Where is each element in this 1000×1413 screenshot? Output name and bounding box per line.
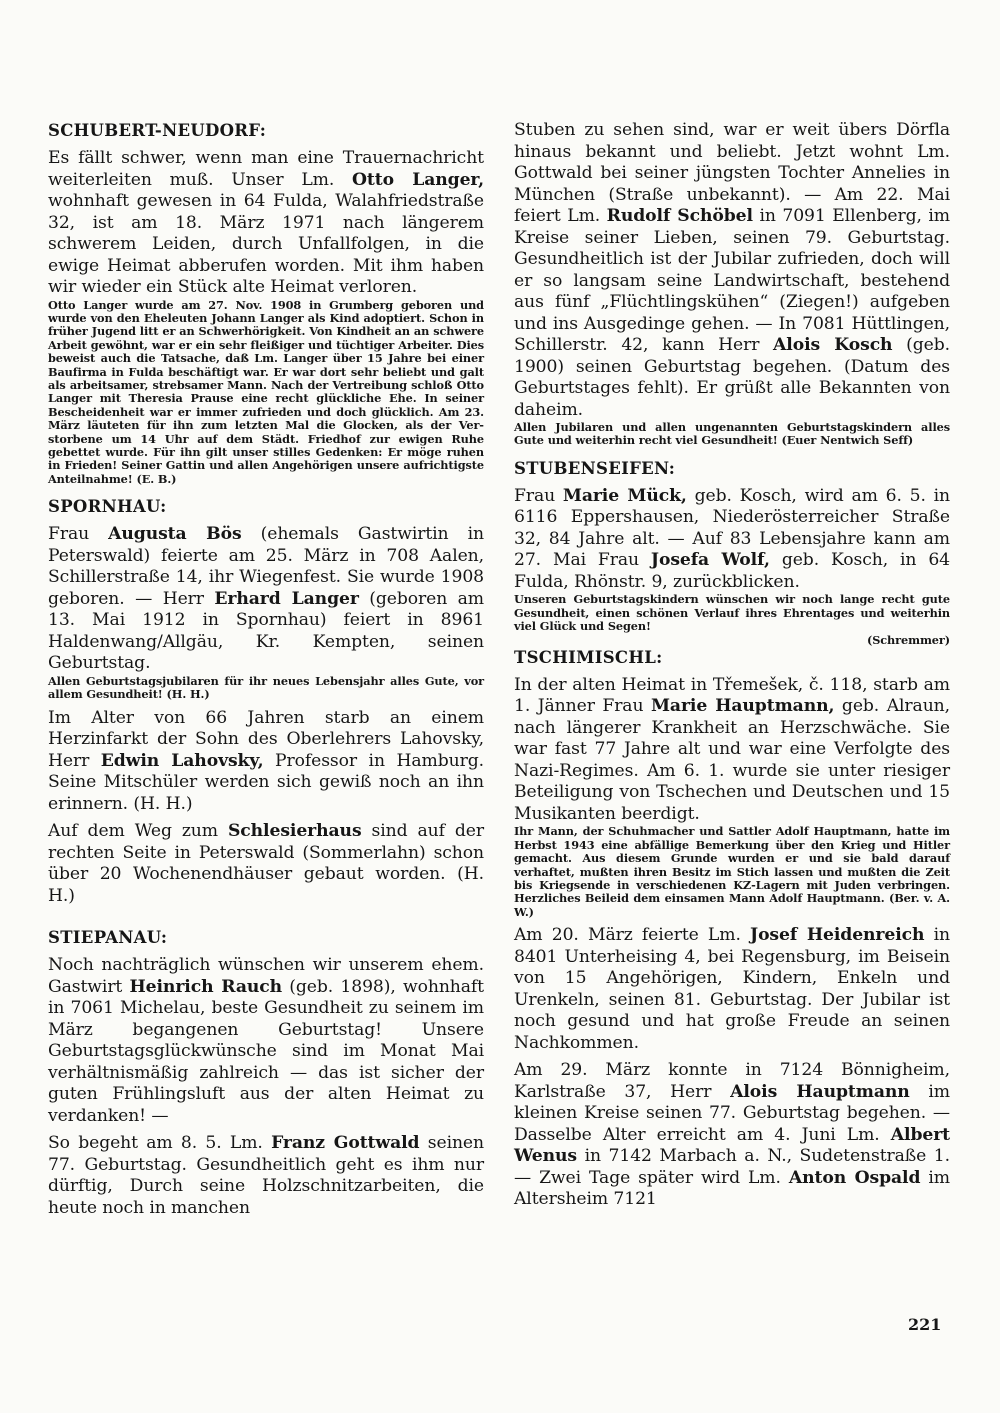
text: Noch nachträglich wünschen wir unserem ehem. Gastwirt bbox=[48, 955, 484, 997]
text: in 8401 Unterheising 4, bei Regensburg, im Beisein von 15 Angehörigen, Kindern, Enkeln und Urenkeln, seinen 81. Geburtstag. Der Jubilar ist noch gesund und hat große Freude an seinen Nachkommen. bbox=[514, 925, 950, 1053]
paragraph-heinrich-rauch bbox=[48, 955, 484, 1127]
person-name: Erhard Langer bbox=[214, 588, 359, 609]
paragraph-josef-heidenreich bbox=[514, 925, 950, 1054]
text: geb. Alraun, nach längerer Krankheit an Herzschwäche. Sie war fast 77 Jahre alt und war eine Verfolgte des Nazi-Regimes. Am 6. 1. wurde sie unter riesiger Beteiligung von Tschechen und Deutschen und 15 Musikanten beerdigt. bbox=[514, 696, 950, 824]
paragraph-birthdays-spornhau bbox=[48, 524, 484, 675]
left-column bbox=[48, 120, 484, 1219]
person-name: Alois Hauptmann bbox=[730, 1081, 910, 1102]
text: in 7142 Marbach a. N., Sudetenstraße 1. — Zwei Tage später wird Lm. bbox=[514, 1146, 950, 1188]
person-name: Marie Hauptmann, bbox=[650, 696, 835, 717]
text: (geb. 1898), wohnhaft in 7061 Michelau, beste Gesundheit zu seinem im März begangenen Geburtstag! Unsere Geburtstagsglückwünsche sind im Monat Mai verhältnismäßig zahlreich — das ist sicher der guten Frühlingsluft aus der alten Heimat zu verdanken! — bbox=[48, 976, 484, 1126]
text: sind auf der rechten Seite in Peterswald (Sommerlahn) schon über 20 Wochenendhäuser gebaut worden. (H. H.) bbox=[48, 821, 484, 906]
section-heading-stiepanau: STIEPANAU: bbox=[48, 928, 168, 947]
section-heading-schubert-neudorf: SCHUBERT-NEUDORF: bbox=[48, 121, 267, 140]
paragraph-continuation bbox=[514, 120, 950, 421]
paragraph-alois-hauptmann bbox=[514, 1060, 950, 1211]
person-name: Otto Langer, bbox=[352, 169, 485, 190]
right-column bbox=[514, 120, 950, 1211]
paragraph-marie-mueck bbox=[514, 486, 950, 594]
person-name: Rudolf Schöbel bbox=[606, 206, 753, 226]
text: Am 29. März konnte in 7124 Bönnigheim, Karlstraße 37, Herr bbox=[514, 1060, 950, 1102]
person-name: Marie Mück, bbox=[562, 485, 687, 506]
text: (geb. 1900) seinen Geburtstag begehen. (Datum des Geburtstages fehlt). Er grüßt alle Bekannten von daheim. bbox=[514, 335, 950, 420]
person-name: Edwin Lahovsky, bbox=[100, 750, 264, 771]
person-name: Augusta Bös bbox=[108, 524, 242, 545]
text: In der alten Heimat in Třemešek, č. 118, starb am 1. Jänner Frau bbox=[514, 674, 950, 717]
person-name: Franz Gottwald bbox=[271, 1133, 420, 1153]
paragraph-edwin-lahovsky bbox=[48, 708, 484, 816]
text: geb. Kosch, wird am 6. 5. in 6116 Eppershausen, Niederösterreicher Straße 32, 84 Jahre alt. — Auf 83 Lebensjahre kann am 27. Mai Frau bbox=[514, 485, 951, 571]
text: Stuben zu sehen sind, war er weit übers Dörfla hinaus bekannt und beliebt. Jetzt wohnt Lm. Gottwald bei seiner jüngsten Tochter Annelies in München (Straße unbekannt). — Am 22. Mai feiert Lm. bbox=[514, 120, 950, 226]
obituary-detail: Otto Langer wurde am 27. Nov. 1908 in Grumberg geboren und wurde von den Eheleuten Johann Langer als Kind adoptiert. Schon in früher Jugend litt er an Schwerhörigkeit. Von Kindheit an an schwere Arbeit gewöhnt, war er ein sehr fleißiger und tüchtiger Arbeiter. Dies beweist auch die Tatsache, daß Lm. Langer über 15 Jahre bei einer Baufirma in Fulda beschäftigt war. Er war dort sehr beliebt und galt als arbeitsamer, strebsamer Mann. Nach der Vertreibung schloß Otto Langer mit Theresia Prause eine recht glückliche Ehe. In seiner Bescheidenheit war er immer zufrieden und doch glücklich. Am 23. März läuteten für ihn zum letzten Mal die Glocken, als der Verstorbene um 14 Uhr auf dem Städt. Friedhof zur ewigen Ruhe gebettet wurde. Für ihn gilt unser stilles Gedenken: Er möge ruhen in Frieden! Seiner Gattin und allen Angehörigen unsere aufrichtigste Anteilnahme! (E. B.) bbox=[48, 297, 484, 486]
text: Professor in Hamburg. Seine Mitschüler werden sich gewiß noch an ihn erinnern. (H. H.) bbox=[48, 750, 484, 814]
text: wohnhaft gewesen in 64 Fulda, Walahfriedstraße 32, ist am 18. März 1971 nach längerem schwerem Leiden, durch Unfallfolgen, in die ewige Heimat abberufen worden. Mit ihm haben wir wieder ein Stück alte Heimat verloren. bbox=[48, 191, 484, 297]
text: Auf dem Weg zum bbox=[48, 821, 228, 841]
text: in 7091 Ellenberg, im Kreise seiner Lieben, seinen 79. Geburtstag. Gesundheitlich ist der Jubilar zufrieden, doch will er so langsam seine Landwirtschaft, bestehend aus fünf „Flüchtlingskühen“ (Ziegen!) aufgeben und ins Ausgedinge gehen. — In 7081 Hüttlingen, Schillerstr. 42, kann Herr bbox=[514, 206, 951, 355]
birthday-wishes: Unseren Geburtstagskindern wünschen wir noch lange recht gute Gesundheit, einen schönen Verlauf ihres Ehrentages und weiterhin viel Glück und Segen! bbox=[514, 592, 950, 634]
birthday-greeting: Allen Geburtstagsjubilaren für ihr neues Lebensjahr alles Gute, vor allem Gesundheit! (H. H.) bbox=[48, 673, 484, 702]
paragraph-franz-gottwald bbox=[48, 1133, 484, 1219]
text: Am 20. März feierte Lm. bbox=[514, 925, 751, 946]
person-name: Josefa Wolf, bbox=[650, 550, 770, 571]
text: (geboren am 13. Mai 1912 in Spornhau) feiert in 8961 Haldenwang/Allgäu, Kr. Kempten, seinen Geburtstag. bbox=[48, 588, 485, 674]
text: im kleinen Kreise seinen 77. Geburtstag begehen. — Dasselbe Alter erreicht am 4. Juni Lm. bbox=[514, 1081, 950, 1145]
section-heading-tschimischl: TSCHIMISCHL: bbox=[514, 647, 663, 667]
section-heading-spornhau: SPORNHAU: bbox=[48, 497, 167, 517]
text: Im Alter von 66 Jahren starb an einem Herzinfarkt der Sohn des Oberlehrers Lahovsky, Herr bbox=[48, 707, 484, 771]
paragraph-schlesierhaus bbox=[48, 821, 484, 907]
paragraph-otto-langer bbox=[48, 148, 484, 299]
person-name: Alois Kosch bbox=[773, 335, 893, 355]
text: (ehemals Gastwirtin in Peterswald) feierte am 25. März in 708 Aalen, Schillerstraße 14, ihr Wiegenfest. Sie wurde 1908 geboren. — Herr bbox=[48, 524, 484, 609]
person-name: Anton Ospald bbox=[788, 1167, 921, 1188]
jubilee-greeting: Allen Jubilaren und allen ungenannten Geburtstagskindern alles Gute und weiterhin recht viel Gesundheit! (Euer Nentwich Seff) bbox=[514, 420, 950, 448]
text: Frau bbox=[514, 485, 563, 506]
text: Frau bbox=[48, 524, 109, 545]
person-name: Heinrich Rauch bbox=[129, 976, 283, 997]
page-number: 221 bbox=[908, 1315, 942, 1334]
signature: (Schremmer) bbox=[866, 632, 950, 647]
text: geb. Kosch, in 64 Fulda, Rhönstr. 9, zurückblicken. bbox=[514, 550, 950, 592]
place-name: Schlesierhaus bbox=[227, 821, 362, 841]
person-name: Albert Wenus bbox=[514, 1124, 950, 1167]
section-heading-stubenseifen: STUBENSEIFEN: bbox=[514, 458, 676, 478]
paragraph-marie-hauptmann bbox=[514, 675, 950, 826]
text: seinen 77. Geburtstag. Gesundheitlich geht es ihm nur dürftig, Durch seine Holzschnitzarbeiten, die heute noch in manchen bbox=[48, 1133, 484, 1218]
hauptmann-detail: Ihr Mann, der Schuhmacher und Sattler Adolf Hauptmann, hatte im Herbst 1943 eine abfällige Bemerkung über den Krieg und Hitler gemacht. Aus diesem Grunde wurden er und sie bald darauf verhaftet, mußten ihren Besitz im Stich lassen und mußten die Zeit bis Kriegsende in verschiedenen KZ-Lagern mit Juden verbringen. Herzliches Beileid dem einsamen Mann Adolf Hauptmann. (Ber. v. A. W.) bbox=[514, 824, 950, 919]
text: Es fällt schwer, wenn man eine Trauernachricht weiterleiten muß. Unser Lm. bbox=[48, 148, 484, 190]
text: So begeht am 8. 5. Lm. bbox=[48, 1133, 272, 1153]
text: im Altersheim 7121 bbox=[514, 1167, 950, 1210]
person-name: Josef Heidenreich bbox=[750, 925, 925, 946]
